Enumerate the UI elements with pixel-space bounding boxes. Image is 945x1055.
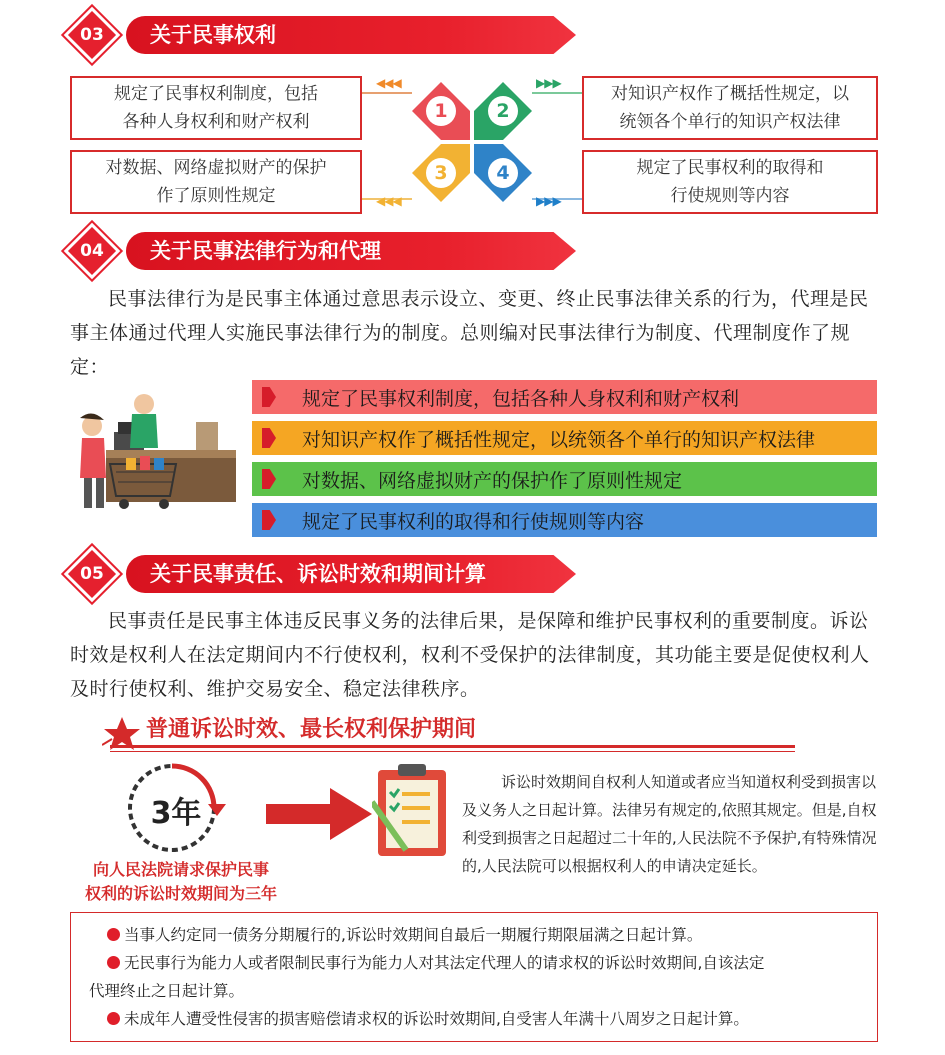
petal-2 — [474, 82, 532, 140]
box-line: 统领各个单行的知识产权法律 — [619, 112, 841, 132]
clipboard-icon — [372, 762, 454, 858]
provision-bar-4 — [252, 503, 877, 537]
shopping-illustration — [66, 392, 248, 522]
note-text: 当事人约定同一债务分期履行的,诉讼时效期间自最后一期履行期限届满之日起计算。 — [124, 926, 703, 944]
bullet-dot-icon — [107, 956, 120, 969]
section-04-paragraph: 民事法律行为是民事主体通过意思表示设立、变更、终止民事法律关系的行为，代理是民事主体通过代理人实施民事法律行为的制度。总则编对民事法律行为制度、代理制度作了规定： — [70, 288, 869, 378]
provision-text: 对数据、网络虚拟财产的保护作了原则性规定 — [302, 469, 683, 492]
box-line: 对知识产权作了概括性规定，以 — [611, 84, 849, 104]
subsection-underline — [110, 745, 795, 748]
bullet-marker-icon — [262, 469, 276, 489]
box-line: 规定了民事权利制度，包括 — [114, 84, 318, 104]
section-05-paragraph: 民事责任是民事主体违反民事义务的法律后果，是保障和维护民事权利的重要制度。诉讼时效是权利人在法定期间内不行使权利，权利不受保护的法律制度，其功能主要是促使权利人及时行使权利、维护交易安全、稳定法律秩序。 — [70, 610, 870, 700]
arrow-left-icon: ◀◀◀ — [376, 76, 401, 90]
provision-bar-2 — [252, 421, 877, 455]
section-05-header — [68, 551, 578, 597]
clock-caption-line-1: 向人民法院请求保护民事 — [92, 860, 269, 879]
section-number: 05 — [80, 564, 104, 584]
rights-box-4 — [582, 150, 878, 214]
petal-number: 2 — [488, 96, 518, 126]
petal-4 — [474, 144, 532, 202]
section-number: 03 — [80, 25, 104, 45]
section-title: 关于民事责任、诉讼时效和期间计算 — [150, 562, 486, 586]
rights-box-3 — [70, 150, 362, 214]
provision-bar-1 — [252, 380, 877, 414]
note-item — [85, 1005, 863, 1033]
section-title: 关于民事权利 — [150, 23, 276, 47]
arrow-right-icon: ▶▶▶ — [536, 194, 561, 208]
limitation-period-paragraph: 诉讼时效期间自权利人知道或者应当知道权利受到损害以及义务人之日起计算。法律另有规定的,依照其规定。但是,自权利受到损害之日起超过二十年的,人民法院不予保护,有特殊情况的,人民法院可以根据权利人的申请决定延长。 — [462, 773, 877, 875]
subsection-title: 普通诉讼时效、最长权利保护期间 — [146, 717, 477, 742]
note-item-continuation — [85, 977, 863, 1005]
bullet-marker-icon — [262, 428, 276, 448]
arrow-left-icon: ◀◀◀ — [376, 194, 401, 208]
box-line: 对数据、网络虚拟财产的保护 — [105, 158, 327, 178]
section-04-header — [68, 228, 578, 274]
section-title: 关于民事法律行为和代理 — [150, 239, 381, 263]
bullet-dot-icon — [107, 928, 120, 941]
note-item — [85, 921, 863, 949]
clock-caption-line-2: 权利的诉讼时效期间为三年 — [84, 884, 277, 903]
box-line: 作了原则性规定 — [156, 186, 276, 206]
subsection-underline-thin — [110, 751, 795, 752]
provision-text: 规定了民事权利的取得和行使规则等内容 — [302, 510, 645, 533]
petal-3 — [412, 144, 470, 202]
note-text: 未成年人遭受性侵害的损害赔偿请求权的诉讼时效期间,自受害人年满十八周岁之日起计算。 — [124, 1010, 749, 1028]
note-item — [85, 949, 863, 977]
notes-box — [70, 912, 878, 1042]
note-text: 代理终止之日起计算。 — [89, 982, 245, 1000]
clock-duration: 3年 — [150, 796, 202, 831]
note-text: 无民事行为能力人或者限制民事行为能力人对其法定代理人的请求权的诉讼时效期间,自该法定 — [124, 954, 765, 972]
bullet-dot-icon — [107, 1012, 120, 1025]
provision-text: 规定了民事权利制度，包括各种人身权利和财产权利 — [302, 387, 740, 410]
rights-box-1 — [70, 76, 362, 140]
connector-line — [532, 92, 582, 94]
petal-1 — [412, 82, 470, 140]
box-line: 行使规则等内容 — [670, 186, 790, 206]
rights-box-2 — [582, 76, 878, 140]
box-line: 各种人身权利和财产权利 — [122, 112, 310, 132]
right-arrow-icon — [266, 786, 374, 842]
bullet-marker-icon — [262, 387, 276, 407]
box-line: 规定了民事权利的取得和 — [636, 158, 824, 178]
section-number: 04 — [80, 241, 104, 261]
connector-line — [362, 92, 412, 94]
bullet-marker-icon — [262, 510, 276, 530]
provision-bar-3 — [252, 462, 877, 496]
arrow-right-icon: ▶▶▶ — [536, 76, 561, 90]
petal-number: 1 — [426, 96, 456, 126]
petal-number: 4 — [488, 158, 518, 188]
petal-number: 3 — [426, 158, 456, 188]
limitation-period-text — [462, 768, 884, 880]
section-03-header — [68, 12, 578, 58]
provision-text: 对知识产权作了概括性规定，以统领各个单行的知识产权法律 — [302, 428, 816, 451]
